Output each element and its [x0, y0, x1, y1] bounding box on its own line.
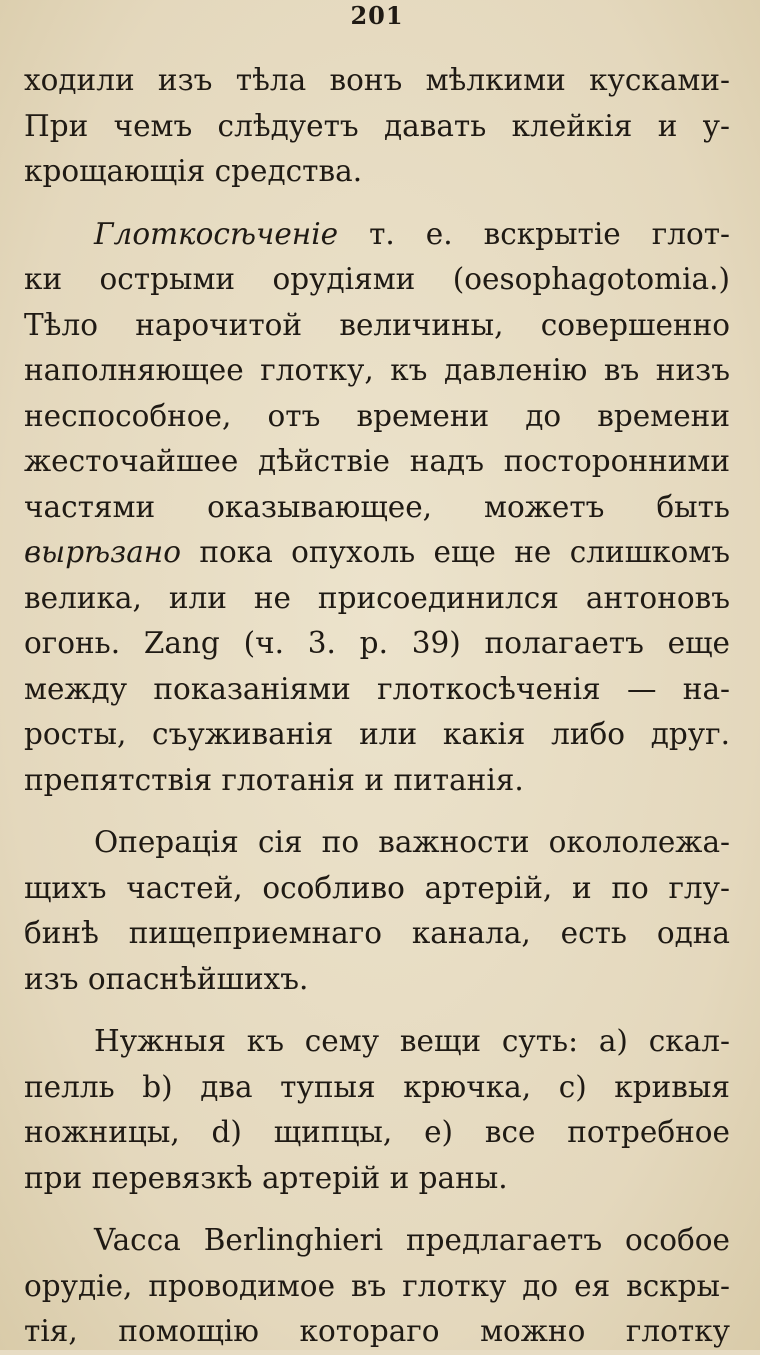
text-segment: частями оказывающее, можетъ быть: [24, 489, 730, 524]
text-line: [24, 303, 730, 349]
page-number: 201: [350, 1, 404, 30]
text-segment: орудіе, проводимое въ глотку до ея вскры-: [24, 1268, 730, 1303]
text-line: [24, 866, 730, 912]
text-line: [24, 621, 730, 667]
text-line: [24, 439, 730, 485]
paragraph-gap: [24, 1002, 730, 1019]
text-line: [24, 212, 730, 258]
text-line: [24, 576, 730, 622]
text-line: [24, 104, 730, 150]
paragraph: [24, 1218, 730, 1355]
paragraph-gap: [24, 195, 730, 212]
text-segment: неспособное, отъ времени до времени: [24, 398, 730, 433]
text-segment: пелль b) два тупыя крючка, с) кривыя: [24, 1069, 730, 1104]
text-segment: огонь. Zang (ч. 3. р. 39) полагаетъ еще: [24, 626, 730, 660]
text-segment: Нужныя къ сему вещи суть: а) скал-: [94, 1024, 730, 1058]
text-segment: крощающія средства.: [24, 154, 363, 188]
text-segment: ки острыми орудіями (oesophagotomia.): [24, 262, 730, 296]
text-line: [24, 758, 730, 804]
text-segment: т. е. вскрытіе глот-: [338, 216, 730, 251]
text-line: [24, 712, 730, 758]
text-line: [24, 1309, 730, 1355]
paragraph: [24, 58, 730, 195]
italic-term: Глоткосѣченіе: [94, 216, 339, 251]
text-line: [24, 485, 730, 531]
text-line: [24, 1218, 730, 1264]
paragraph: [24, 212, 730, 804]
text-segment: ножницы, d) щипцы, е) все потребное: [24, 1115, 730, 1149]
text-segment: Тѣло нарочитой величины, совершенно: [24, 307, 730, 342]
paragraph: [24, 820, 730, 1002]
text-segment: росты, съуживанія или какія либо друг.: [24, 717, 730, 751]
text-segment: велика, или не присоединился антоновъ: [24, 580, 730, 615]
text-line: [24, 911, 730, 957]
italic-term: вырѣзано: [24, 535, 181, 569]
text-line: [24, 1156, 730, 1202]
text-segment: изъ опаснѣйшихъ.: [24, 961, 309, 996]
text-segment: при перевязкѣ артерій и раны.: [24, 1160, 508, 1195]
text-segment: препятствія глотанія и питанія.: [24, 762, 524, 797]
text-line: [24, 394, 730, 440]
text-segment: ходили изъ тѣла вонъ мѣлкими кусками-: [24, 63, 730, 97]
text-segment: щихъ частей, особливо артерій, и по глу-: [24, 870, 730, 905]
text-segment: наполняющее глотку, къ давленію въ низъ: [24, 353, 730, 387]
text-line: [24, 820, 730, 866]
text-segment: жесточайшее дѣйствіе надъ посторонними: [24, 444, 730, 478]
text-segment: Операція сія по важности окололежа-: [94, 825, 730, 859]
text-segment: При чемъ слѣдуетъ давать клейкія и у-: [24, 108, 730, 143]
text-line: [24, 149, 730, 195]
text-line: [24, 667, 730, 713]
text-line: [24, 957, 730, 1003]
text-line: [24, 1065, 730, 1111]
paragraph-gap: [24, 1201, 730, 1218]
text-segment: между показаніями глоткосѣченія — на-: [24, 671, 730, 706]
body-text: [24, 58, 730, 1355]
text-line: [24, 348, 730, 394]
text-segment: Vacca Berlinghieri предлагаетъ особое: [94, 1223, 730, 1257]
text-line: [24, 257, 730, 303]
paragraph: [24, 1019, 730, 1201]
paragraph-gap: [24, 803, 730, 820]
text-segment: пока опухоль еще не слишкомъ: [180, 535, 730, 569]
text-line: [24, 1110, 730, 1156]
text-line: [24, 1264, 730, 1310]
text-line: [24, 1019, 730, 1065]
text-line: [24, 58, 730, 104]
text-segment: бинѣ пищеприемнаго канала, есть одна: [24, 916, 730, 950]
text-segment: тія, помощію котораго можно глотку: [24, 1314, 730, 1348]
text-line: [24, 530, 730, 576]
